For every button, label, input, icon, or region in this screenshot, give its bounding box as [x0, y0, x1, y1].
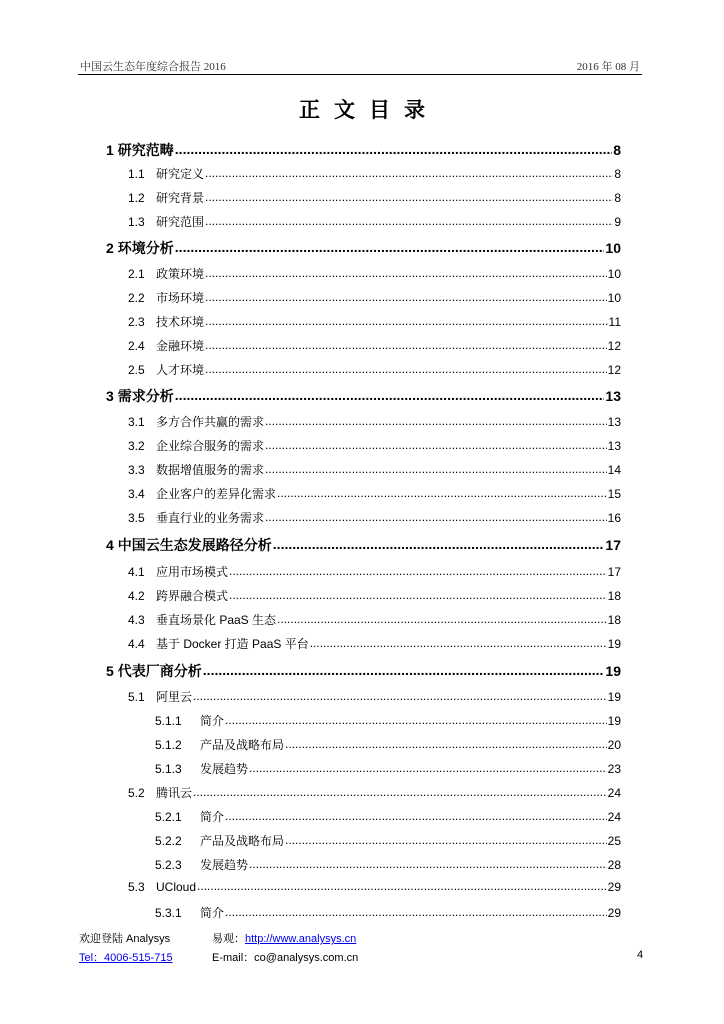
toc-entry[interactable] — [106, 688, 621, 706]
footer-page-number: 4 — [637, 949, 644, 961]
toc-entry[interactable] — [106, 313, 621, 331]
toc-dot-leader — [193, 785, 607, 799]
footer-welcome: 欢迎登陆 Analysys — [79, 933, 171, 945]
footer-site — [212, 930, 356, 946]
toc-entry[interactable] — [106, 611, 621, 629]
footer-tel-link[interactable]: Tel：4006-515-715 — [79, 952, 173, 964]
toc-entry-page: 8 — [614, 167, 621, 181]
toc-entry-number: 5.1.2 — [155, 738, 182, 752]
toc-entry-number: 5.2.2 — [155, 834, 182, 848]
toc-entry-page: 8 — [614, 191, 621, 205]
toc-entry-number: 4.1 — [128, 565, 145, 579]
toc-entry[interactable] — [106, 832, 621, 850]
toc-entry-title: 金融环境 — [156, 339, 205, 353]
toc-entry-number: 2 — [106, 240, 114, 256]
toc-entry-page: 13 — [605, 388, 621, 404]
toc-entry-page: 23 — [607, 762, 621, 776]
toc-dot-leader — [225, 809, 607, 823]
toc-entry[interactable] — [106, 563, 621, 581]
toc-dot-leader — [265, 414, 607, 428]
toc-entry-title: 阿里云 — [156, 690, 193, 704]
toc-entry-number: 5.3 — [128, 880, 145, 894]
toc-entry-title: 简介 — [200, 810, 225, 824]
toc-entry-number: 3.3 — [128, 463, 145, 477]
toc-entry-page: 12 — [607, 363, 621, 377]
toc-entry-number: 3.2 — [128, 439, 145, 453]
toc-dot-leader — [273, 536, 605, 552]
header-rule — [78, 74, 642, 75]
toc-entry[interactable] — [106, 535, 621, 555]
toc-entry-page: 25 — [607, 834, 621, 848]
toc-entry-title: 企业客户的差异化需求 — [156, 487, 277, 501]
toc-entry-title: 产品及战略布局 — [200, 834, 285, 848]
toc-entry[interactable] — [106, 437, 621, 455]
toc-entry[interactable] — [106, 808, 621, 826]
toc-entry-title: 发展趋势 — [200, 858, 249, 872]
toc-entry-page: 15 — [607, 487, 621, 501]
toc-entry-page: 16 — [607, 511, 621, 525]
toc-entry-title: 人才环境 — [156, 363, 205, 377]
toc-entry-page: 10 — [607, 291, 621, 305]
toc-dot-leader — [277, 486, 607, 500]
toc-entry-title: 应用市场模式 — [156, 565, 229, 579]
toc-dot-leader — [265, 438, 607, 452]
toc-entry[interactable] — [106, 337, 621, 355]
toc-dot-leader — [197, 879, 607, 893]
toc-entry-number: 1.2 — [128, 191, 145, 205]
toc-entry-number: 2.1 — [128, 267, 145, 281]
toc-dot-leader — [175, 387, 605, 403]
toc-entry-title: UCloud — [156, 880, 197, 894]
footer-email: E-mail：co@analysys.com.cn — [212, 952, 359, 964]
toc-entry-title: 政策环境 — [156, 267, 205, 281]
toc-entry-page: 10 — [605, 240, 621, 256]
toc-entry-page: 14 — [607, 463, 621, 477]
footer-site-label: 易观： — [212, 933, 245, 945]
toc-entry[interactable] — [106, 904, 621, 922]
toc-entry-title: 产品及战略布局 — [200, 738, 285, 752]
toc-entry-number: 5.1 — [128, 690, 145, 704]
toc-entry-title: 技术环境 — [156, 315, 205, 329]
toc-dot-leader — [265, 510, 607, 524]
toc-entry-title: 垂直场景化 PaaS 生态 — [156, 613, 277, 627]
toc-dot-leader — [285, 833, 607, 847]
toc-entry[interactable] — [106, 189, 621, 207]
running-header-title: 中国云生态年度综合报告 2016 — [80, 61, 226, 73]
toc-entry-number: 3.5 — [128, 511, 145, 525]
toc-entry[interactable] — [106, 509, 621, 527]
toc-entry-page: 9 — [614, 215, 621, 229]
toc-entry-title: 简介 — [200, 714, 225, 728]
toc-entry-page: 17 — [607, 565, 621, 579]
toc-entry-page: 10 — [607, 267, 621, 281]
footer-site-link[interactable]: http://www.analysys.cn — [245, 933, 357, 945]
toc-entry-number: 5.1.3 — [155, 762, 182, 776]
toc-entry-number: 5.3.1 — [155, 906, 182, 920]
toc-entry-page: 19 — [607, 690, 621, 704]
toc-dot-leader — [205, 290, 607, 304]
toc-entry-number: 3.1 — [128, 415, 145, 429]
toc-dot-leader — [285, 737, 607, 751]
toc-entry-number: 4.3 — [128, 613, 145, 627]
toc-entry-number: 2.5 — [128, 363, 145, 377]
toc-dot-leader — [229, 588, 607, 602]
toc-entry-title: 市场环境 — [156, 291, 205, 305]
toc-entry[interactable] — [106, 587, 621, 605]
toc-entry-number: 1 — [106, 142, 114, 158]
toc-entry[interactable] — [106, 213, 621, 231]
toc-dot-leader — [249, 761, 607, 775]
toc-dot-leader — [205, 190, 613, 204]
toc-dot-leader — [203, 662, 605, 678]
toc-entry-number: 5.2.1 — [155, 810, 182, 824]
toc-entry[interactable] — [106, 413, 621, 431]
toc-entry-page: 18 — [607, 613, 621, 627]
toc-dot-leader — [225, 905, 607, 919]
toc-entry-title: 基于 Docker 打造 PaaS 平台 — [156, 637, 309, 651]
toc-entry-title: 腾讯云 — [156, 786, 193, 800]
toc-entry[interactable] — [106, 880, 621, 898]
toc-entry-title: 研究范围 — [156, 215, 205, 229]
toc-entry-page: 24 — [607, 786, 621, 800]
toc-entry-title: 中国云生态发展路径分析 — [117, 537, 272, 553]
toc-entry[interactable] — [106, 238, 621, 258]
toc-entry-number: 2.4 — [128, 339, 145, 353]
toc-entry-page: 11 — [608, 315, 621, 329]
toc-entry[interactable] — [106, 736, 621, 754]
toc-entry-title: 研究范畴 — [117, 142, 174, 158]
toc-dot-leader — [205, 314, 608, 328]
toc-entry-number: 5 — [106, 663, 114, 679]
toc-entry-title: 简介 — [200, 906, 225, 920]
toc-entry[interactable] — [106, 165, 621, 183]
toc-entry[interactable] — [106, 265, 621, 283]
toc-entry-number: 1.3 — [128, 215, 145, 229]
toc-entry-title: 研究定义 — [156, 167, 205, 181]
toc-entry-title: 发展趋势 — [200, 762, 249, 776]
toc-entry[interactable] — [106, 635, 621, 653]
toc-entry-number: 5.2 — [128, 786, 145, 800]
toc-entry[interactable] — [106, 661, 621, 681]
toc-entry-number: 4.4 — [128, 637, 145, 651]
toc-entry-title: 研究背景 — [156, 191, 205, 205]
toc-entry-number: 5.1.1 — [155, 714, 182, 728]
toc-dot-leader — [205, 362, 607, 376]
toc-entry-title: 代表厂商分析 — [117, 663, 202, 679]
toc-entry[interactable] — [106, 289, 621, 307]
toc-entry-page: 20 — [607, 738, 621, 752]
toc-dot-leader — [175, 141, 612, 157]
toc-entry-page: 29 — [607, 906, 621, 920]
toc-entry-page: 12 — [607, 339, 621, 353]
toc-entry-page: 19 — [605, 663, 621, 679]
toc-dot-leader — [249, 857, 607, 871]
running-header-date: 2016 年 08 月 — [576, 61, 640, 73]
toc-entry-number: 2.3 — [128, 315, 145, 329]
toc-entry-number: 1.1 — [128, 167, 145, 181]
toc-entry-page: 19 — [607, 714, 621, 728]
toc-entry-page: 8 — [613, 142, 621, 158]
toc-entry-page: 28 — [607, 858, 621, 872]
toc-entry-page: 29 — [607, 880, 621, 894]
page-title: 正文目录 — [299, 97, 439, 122]
toc-entry-page: 17 — [605, 537, 621, 553]
toc-dot-leader — [205, 266, 607, 280]
toc-dot-leader — [310, 636, 607, 650]
toc-dot-leader — [229, 564, 607, 578]
toc-dot-leader — [205, 214, 613, 228]
toc-entry-number: 3.4 — [128, 487, 145, 501]
toc-dot-leader — [175, 239, 605, 255]
toc-entry-page: 13 — [607, 439, 621, 453]
toc-entry-title: 环境分析 — [117, 240, 174, 256]
toc-entry-number: 4 — [106, 537, 114, 553]
toc-entry[interactable] — [106, 784, 621, 802]
toc-dot-leader — [225, 713, 607, 727]
toc-entry[interactable] — [106, 386, 621, 406]
toc-entry[interactable] — [106, 361, 621, 379]
toc-entry-number: 4.2 — [128, 589, 145, 603]
toc-entry[interactable] — [106, 461, 621, 479]
toc-entry-page: 13 — [607, 415, 621, 429]
toc-entry[interactable] — [106, 712, 621, 730]
toc-entry-page: 24 — [607, 810, 621, 824]
toc-dot-leader — [265, 462, 607, 476]
toc-entry-title: 垂直行业的业务需求 — [156, 511, 265, 525]
toc-entry-page: 18 — [607, 589, 621, 603]
toc-dot-leader — [205, 338, 607, 352]
toc-entry-title: 企业综合服务的需求 — [156, 439, 265, 453]
toc-dot-leader — [277, 612, 607, 626]
toc-entry-title: 数据增值服务的需求 — [156, 463, 265, 477]
toc-dot-leader — [205, 166, 613, 180]
toc-entry[interactable] — [106, 760, 621, 778]
toc-entry[interactable] — [106, 140, 621, 160]
toc-entry-page: 19 — [607, 637, 621, 651]
toc-entry-title: 多方合作共赢的需求 — [156, 415, 265, 429]
toc-entry[interactable] — [106, 856, 621, 874]
toc-dot-leader — [193, 689, 607, 703]
toc-entry-number: 5.2.3 — [155, 858, 182, 872]
toc-entry-number: 2.2 — [128, 291, 145, 305]
toc-entry[interactable] — [106, 485, 621, 503]
toc-entry-number: 3 — [106, 388, 114, 404]
toc-entry-title: 需求分析 — [117, 388, 174, 404]
toc-entry-title: 跨界融合模式 — [156, 589, 229, 603]
